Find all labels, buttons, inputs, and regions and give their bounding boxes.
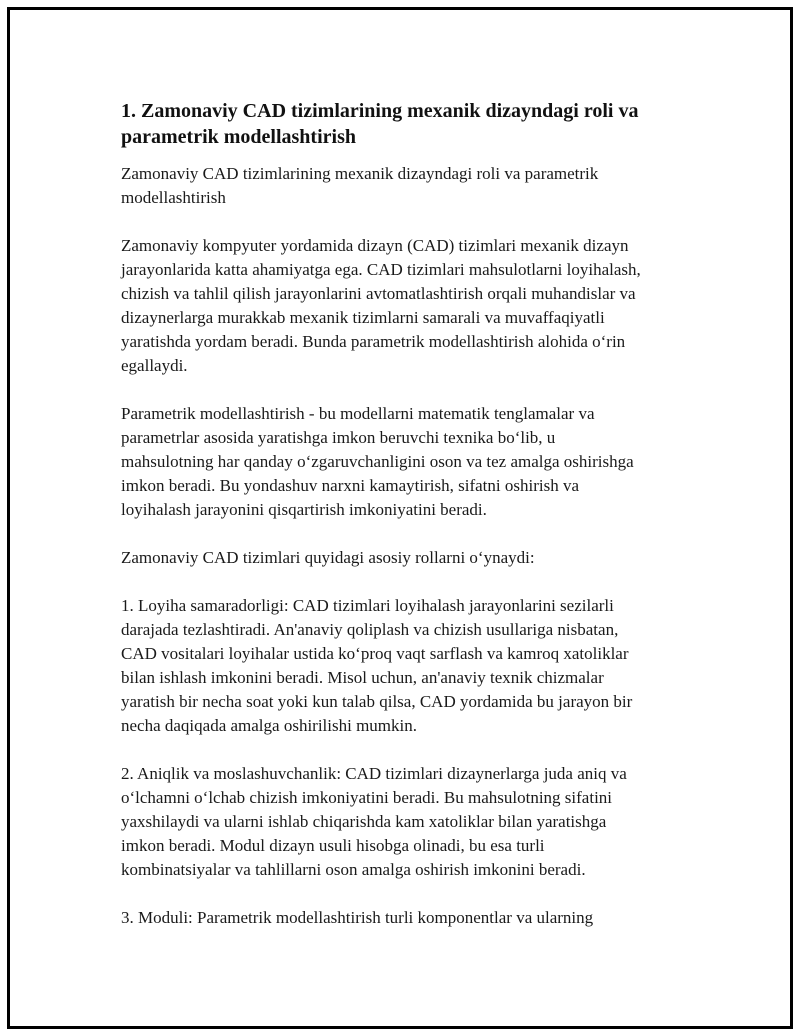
subtitle-paragraph [121,162,681,210]
roles-intro-paragraph [121,546,681,570]
text-line: yaratishda yordam beradi. Bunda parametrik modellashtirish alohida o‘rin [121,332,626,351]
text-line: parametrlar asosida yaratishga imkon beruvchi texnika bo‘lib, u [121,428,556,447]
text-line: egallaydi. [121,356,188,375]
text-line: necha daqiqada amalga oshirilishi mumkin. [121,716,418,735]
text-line: Parametrik modellashtirish - bu modellarni matematik tenglamalar va [121,404,595,423]
text-line: Zamonaviy CAD tizimlarining mexanik dizayndagi roli va parametrik [121,164,599,183]
text-line: kombinatsiyalar va tahlillarni oson amalga oshirish imkonini beradi. [121,860,586,879]
text-line: yaratish bir necha soat yoki kun talab qilsa, CAD yordamida bu jarayon bir [121,692,633,711]
document-content [121,98,681,954]
text-line: imkon beradi. Bu yondashuv narxni kamaytirish, sifatni oshirish va [121,476,579,495]
text-line: 3. Moduli: Parametrik modellashtirish turli komponentlar va ularning [121,908,594,927]
parametric-paragraph [121,402,681,522]
text-line: Zamonaviy CAD tizimlari quyidagi asosiy rollarni o‘ynaydi: [121,548,535,567]
intro-paragraph [121,234,681,378]
text-line: darajada tezlashtiradi. An'anaviy qoliplash va chizish usullariga nisbatan, [121,620,619,639]
heading-line: parametrik modellashtirish [121,126,356,148]
text-line: jarayonlarida katta ahamiyatga ega. CAD tizimlari mahsulotlarni loyihalash, [121,260,641,279]
text-line: 2. Aniqlik va moslashuvchanlik: CAD tizimlari dizaynerlarga juda aniq va [121,764,627,783]
text-line: bilan ishlash imkonini beradi. Misol uchun, an'anaviy texnik chizmalar [121,668,604,687]
text-line: modellashtirish [121,188,226,207]
text-line: Zamonaviy kompyuter yordamida dizayn (CAD) tizimlari mexanik dizayn [121,236,629,255]
text-line: 1. Loyiha samaradorligi: CAD tizimlari loyihalash jarayonlarini sezilarli [121,596,614,615]
list-item-1 [121,594,681,738]
document-page [7,7,793,1029]
text-line: imkon beradi. Modul dizayn usuli hisobga olinadi, bu esa turli [121,836,545,855]
text-line: yaxshilaydi va ularni ishlab chiqarishda kam xatoliklar bilan yaratishga [121,812,607,831]
text-line: CAD vositalari loyihalar ustida ko‘proq vaqt sarflash va kamroq xatoliklar [121,644,629,663]
text-line: dizaynerlarga murakkab mexanik tizimlarni samarali va muvaffaqiyatli [121,308,605,327]
text-line: loyihalash jarayonini qisqartirish imkoniyatini beradi. [121,500,487,519]
heading-line: 1. Zamonaviy CAD tizimlarining mexanik dizayndagi roli va [121,100,639,122]
text-line: o‘lchamni o‘lchab chizish imkoniyatini beradi. Bu mahsulotning sifatini [121,788,613,807]
section-heading [121,98,681,150]
text-line: chizish va tahlil qilish jarayonlarini avtomatlashtirish orqali muhandislar va [121,284,636,303]
list-item-2 [121,762,681,882]
text-line: mahsulotning har qanday o‘zgaruvchanligini oson va tez amalga oshirishga [121,452,634,471]
list-item-3 [121,906,681,930]
